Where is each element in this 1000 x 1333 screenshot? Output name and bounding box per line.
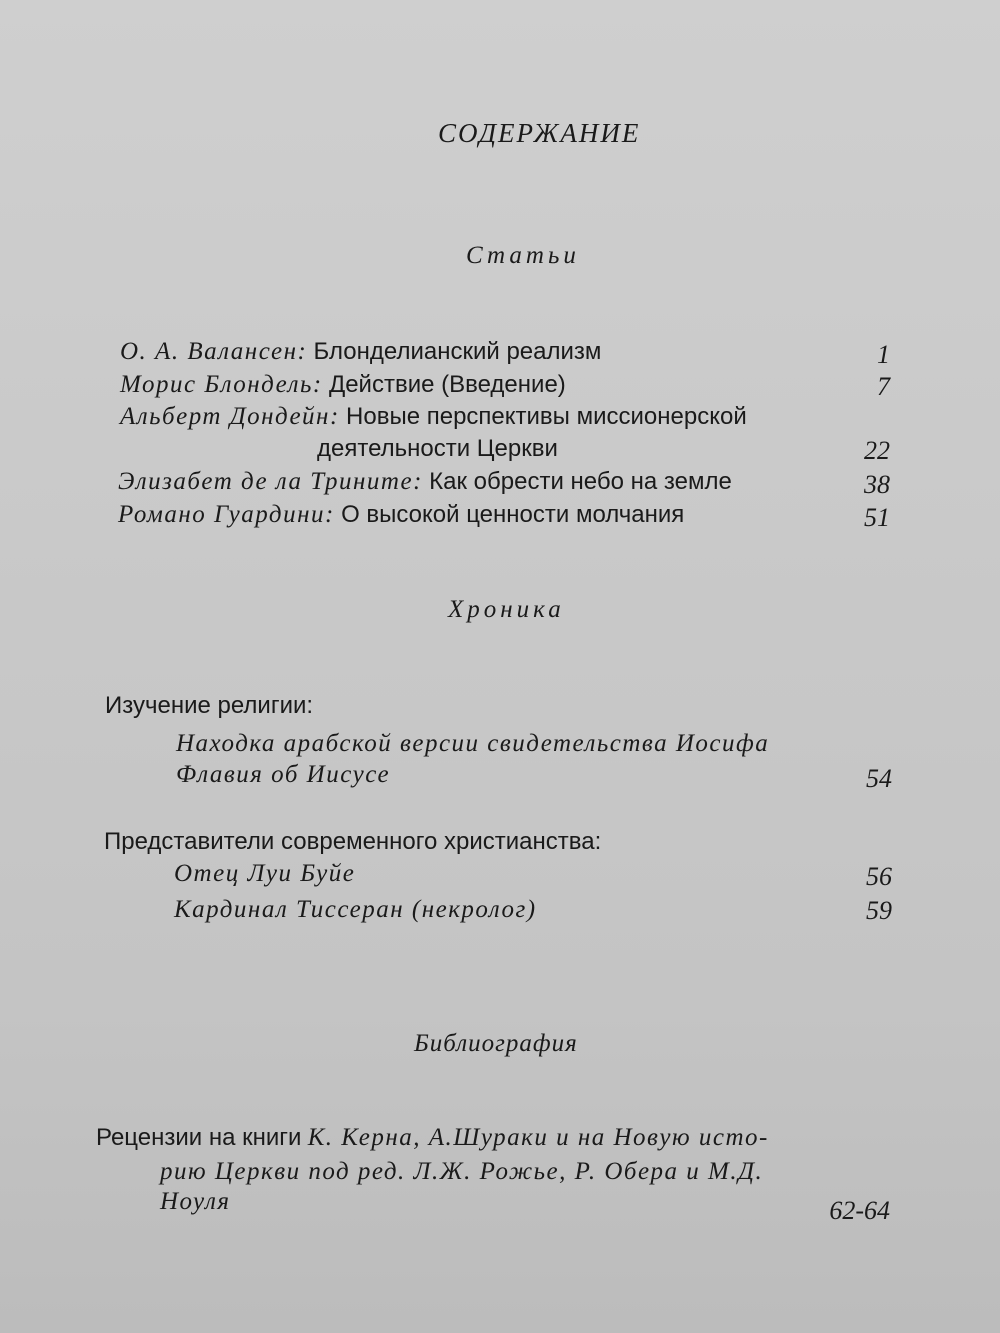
entry-page-number: 62-64: [829, 1196, 890, 1225]
entry-author: О. А. Валансен:: [120, 338, 308, 365]
entry-page-number: 59: [866, 896, 892, 925]
entry-page-number: 51: [864, 503, 890, 532]
entry-page-number: 56: [866, 862, 892, 891]
entry-title-continuation: деятельности Церкви: [317, 435, 558, 462]
chronicle-item-continuation: Флавия об Иисусе: [176, 761, 391, 788]
chronicle-item: Находка арабской версии свидетельства Иосифа: [176, 730, 770, 757]
entry-title: Блонделианский реализм: [313, 338, 602, 365]
entry-page-number: 22: [864, 436, 890, 465]
entry-author: Романо Гуардини:: [118, 501, 335, 528]
entry-title: Как обрести небо на земле: [429, 468, 732, 495]
chronicle-item: Отец Луи Буйе: [174, 860, 356, 887]
entry-title: О высокой ценности молчания: [341, 501, 685, 528]
entry-title: Действие (Введение): [328, 371, 566, 398]
section-heading-chronicle: Хроника: [448, 596, 565, 623]
chronicle-group-label: Представители современного христианства:: [104, 828, 602, 855]
entry-title: Новые перспективы миссионерской: [346, 403, 747, 430]
entry-page-number: 38: [864, 470, 890, 499]
entry-page-number: 1: [877, 340, 890, 369]
entry-page-number: 7: [877, 372, 890, 401]
chronicle-item: Кардинал Тиссеран (некролог): [174, 896, 537, 923]
entry-page-number: 54: [866, 764, 892, 793]
entry-author: Морис Блондель:: [120, 371, 323, 398]
section-heading-bibliography: Библиография: [414, 1030, 578, 1057]
entry-author: Альберт Дондейн:: [120, 403, 340, 430]
bibliography-continuation: рию Церкви под ред. Л.Ж. Рожье, Р. Обера и М.Д.: [160, 1158, 764, 1185]
page-title: СОДЕРЖАНИЕ: [438, 118, 641, 148]
toc-entry: [120, 336, 601, 368]
bibliography-lead: Рецензии на книги: [96, 1124, 302, 1151]
bibliography-text: К. Керна, А.Шураки и на Новую исто-: [307, 1124, 769, 1151]
section-heading-articles: Статьи: [466, 242, 580, 269]
toc-entry: [118, 466, 732, 498]
chronicle-group-label: Изучение религии:: [105, 692, 314, 719]
toc-entry: [120, 369, 566, 401]
bibliography-entry: [96, 1122, 769, 1154]
bibliography-continuation: Ноуля: [160, 1188, 231, 1215]
toc-entry: [118, 499, 684, 531]
toc-entry: [120, 401, 747, 433]
entry-author: Элизабет де ла Трините:: [118, 468, 423, 495]
